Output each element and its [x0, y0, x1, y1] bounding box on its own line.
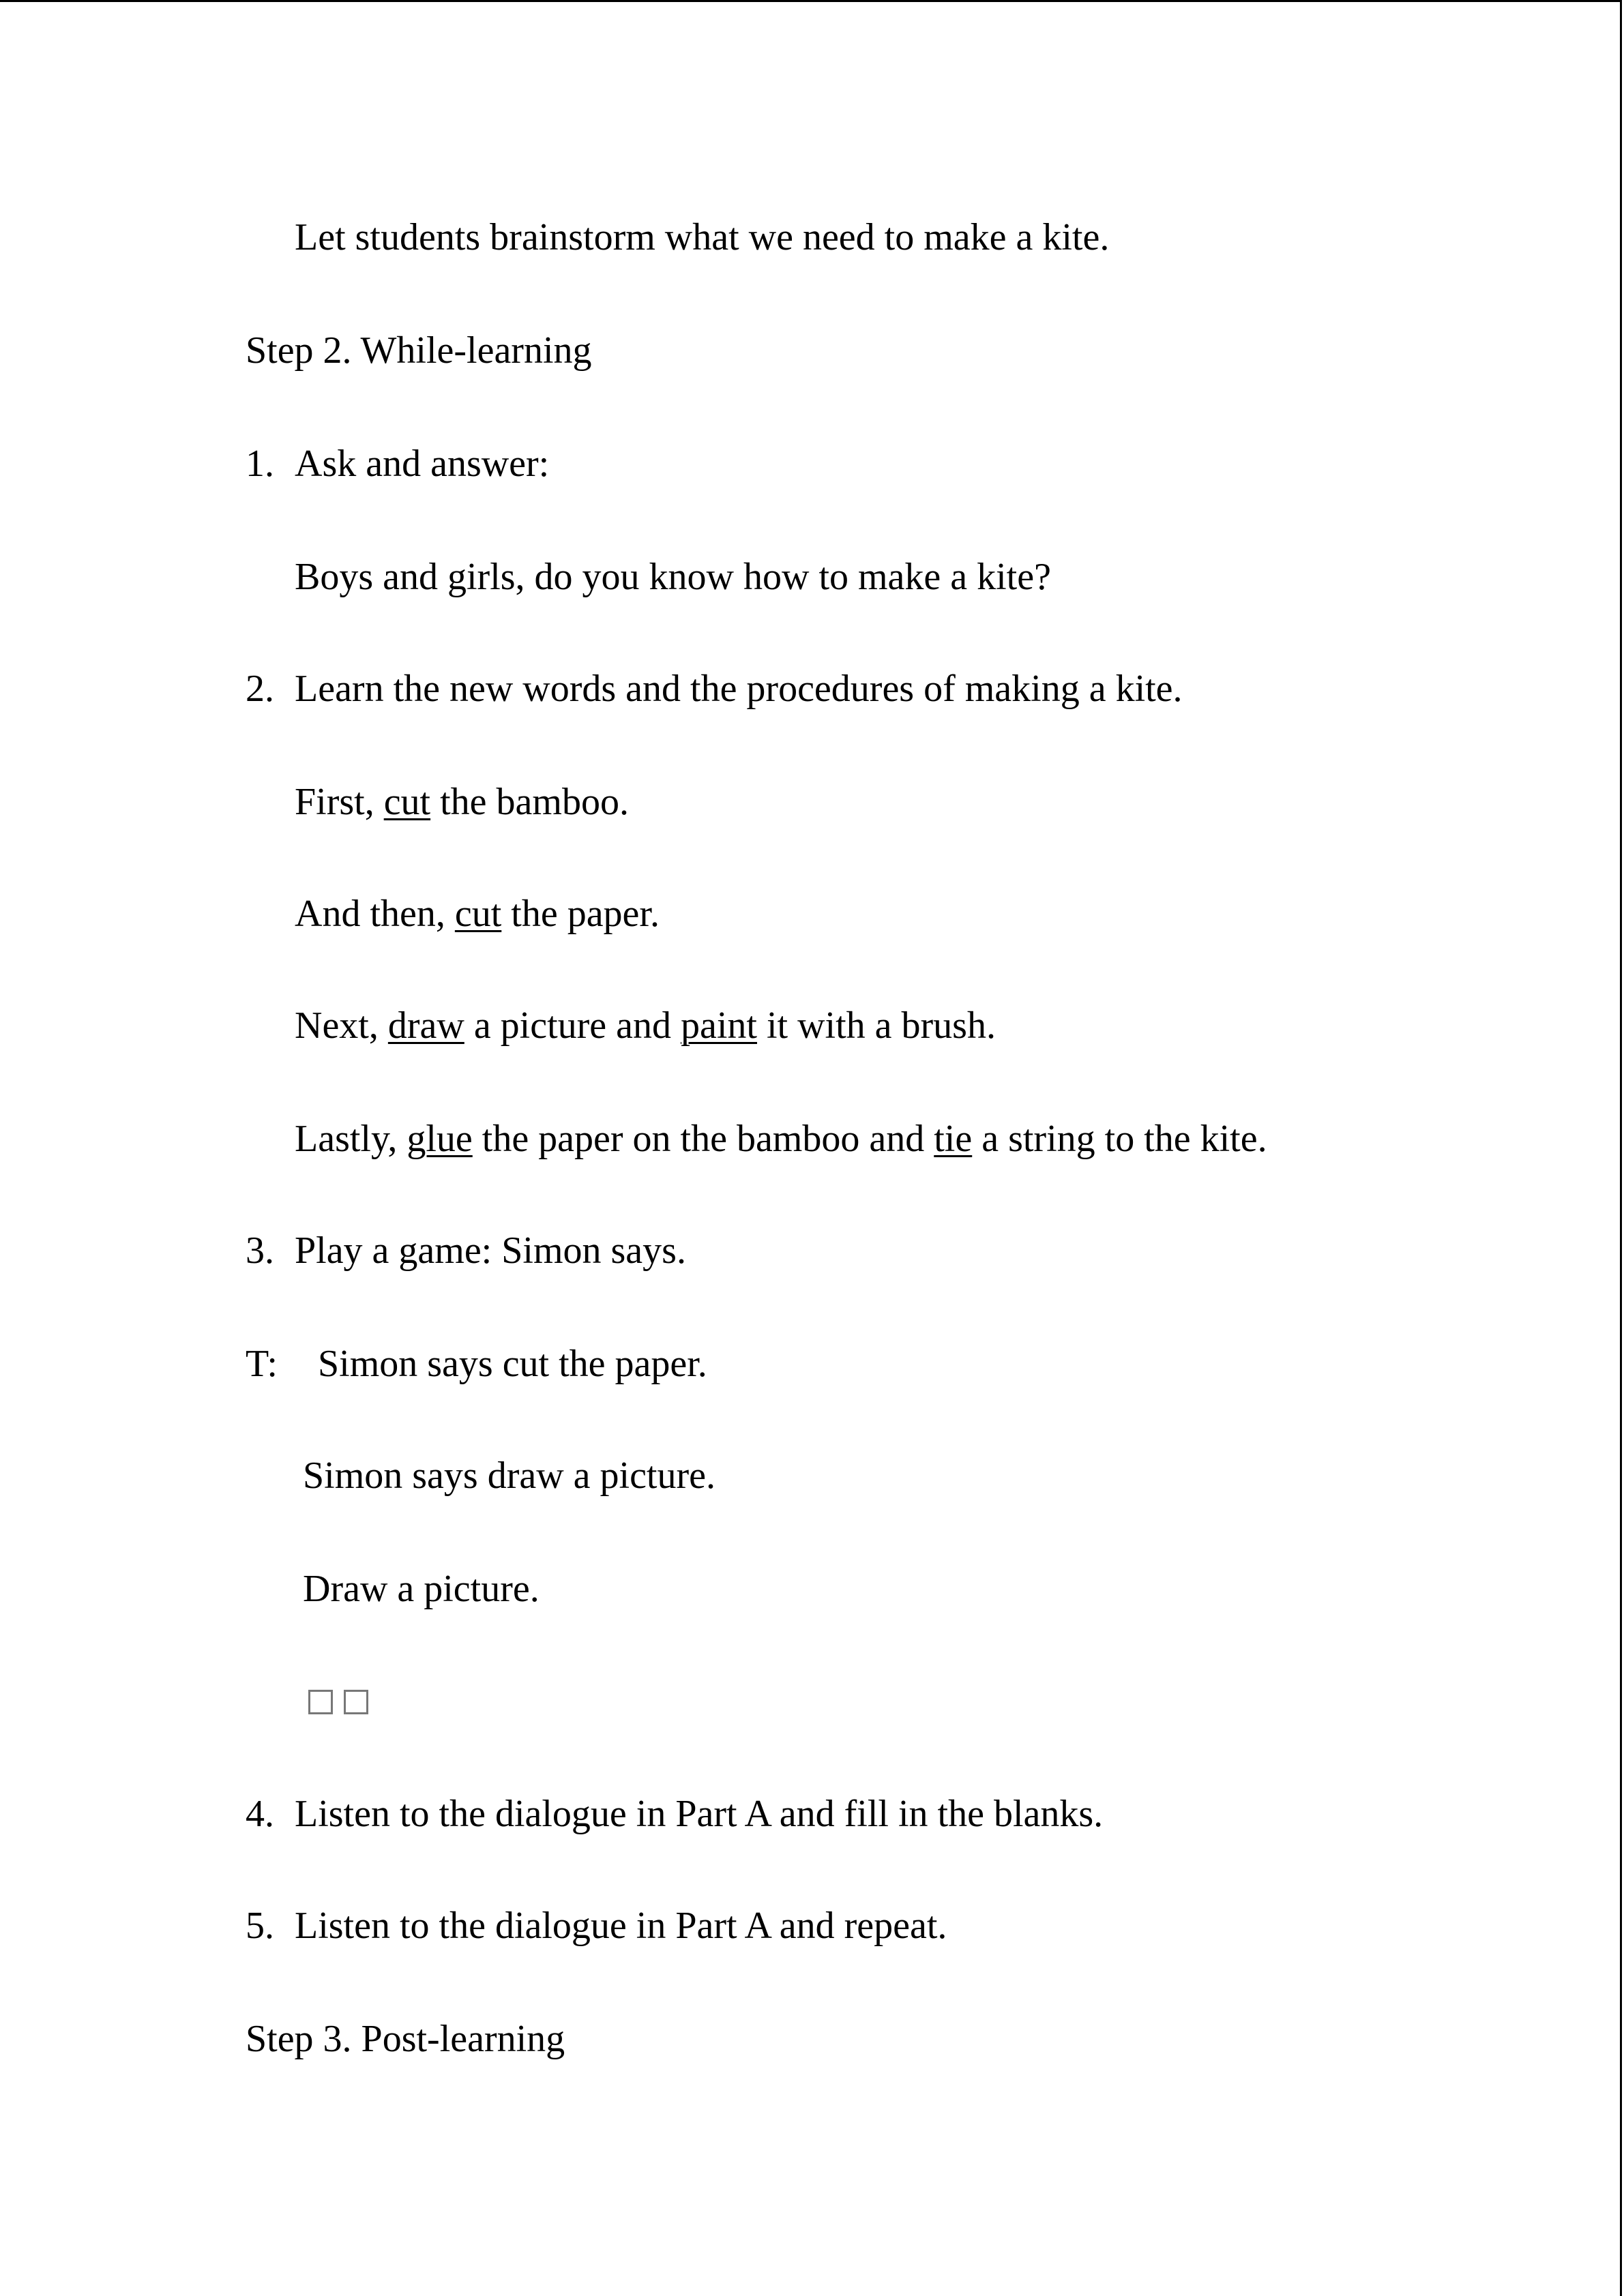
- placeholder-box: [308, 1690, 333, 1714]
- procedure-text: First,: [295, 781, 384, 823]
- list-item-5: [246, 1904, 947, 1948]
- vocab-word: glue: [407, 1118, 473, 1160]
- procedure-text: the bamboo.: [430, 781, 629, 823]
- teacher-line-2: [303, 1454, 715, 1497]
- procedure-text: Next,: [295, 1004, 388, 1047]
- list-item-text: Play a game: Simon says.: [295, 1229, 686, 1272]
- step3-heading: [246, 2017, 565, 2061]
- step3-heading-text: Step 3. Post-learning: [246, 2018, 565, 2060]
- step2-heading-text: Step 2. While-learning: [246, 329, 592, 372]
- procedure-text: the paper.: [501, 893, 660, 935]
- placeholder-box: [344, 1690, 368, 1714]
- vocab-word: cut: [454, 893, 502, 935]
- procedure-text: And then,: [295, 893, 455, 935]
- procedure-text: it with a brush.: [756, 1004, 996, 1047]
- list-number: 4.: [246, 1793, 274, 1835]
- brainstorm-line: [295, 215, 1109, 259]
- placeholder-boxes: [308, 1690, 368, 1714]
- vocab-word: cut: [383, 781, 431, 823]
- teacher-line: [246, 1342, 707, 1386]
- procedure-step-3: [295, 1004, 996, 1047]
- procedure-text: a string to the kite.: [972, 1118, 1267, 1160]
- teacher-text: Simon says draw a picture.: [303, 1455, 715, 1497]
- list-item-3: [246, 1229, 686, 1272]
- list-item-text: Listen to the dialogue in Part A and fill in the blanks.: [295, 1793, 1104, 1835]
- procedure-step-1: [295, 780, 629, 824]
- vocab-word: draw: [387, 1004, 464, 1047]
- procedure-text: Lastly,: [295, 1118, 407, 1160]
- teacher-text: Simon says cut the paper.: [318, 1343, 707, 1385]
- procedure-step-2: [295, 892, 660, 936]
- teacher-text: Draw a picture.: [303, 1568, 540, 1610]
- procedure-step-4: [295, 1117, 1267, 1161]
- teacher-label: T:: [246, 1343, 278, 1385]
- list-item-text: Ask and answer:: [295, 443, 550, 485]
- vocab-word: paint: [681, 1004, 757, 1047]
- vocab-word: tie: [934, 1118, 973, 1160]
- list-item-4: [246, 1792, 1103, 1836]
- list-number: 5.: [246, 1905, 274, 1947]
- list-number: 2.: [246, 668, 274, 710]
- list-item-text: Listen to the dialogue in Part A and repeat.: [295, 1905, 947, 1947]
- list-item-text: Learn the new words and the procedures of making a kite.: [295, 668, 1183, 710]
- teacher-line-3: [303, 1567, 540, 1611]
- brainstorm-text: Let students brainstorm what we need to make a kite.: [295, 216, 1110, 258]
- list-number: 1.: [246, 443, 274, 485]
- procedure-text: a picture and: [464, 1004, 681, 1047]
- list-item-2: [246, 667, 1183, 711]
- step2-heading: [246, 329, 592, 372]
- procedure-text: the paper on the bamboo and: [472, 1118, 934, 1160]
- list-number: 3.: [246, 1229, 274, 1272]
- list-item-1: [246, 442, 549, 486]
- question-text: Boys and girls, do you know how to make a kite?: [295, 556, 1051, 598]
- question-line: [295, 555, 1051, 599]
